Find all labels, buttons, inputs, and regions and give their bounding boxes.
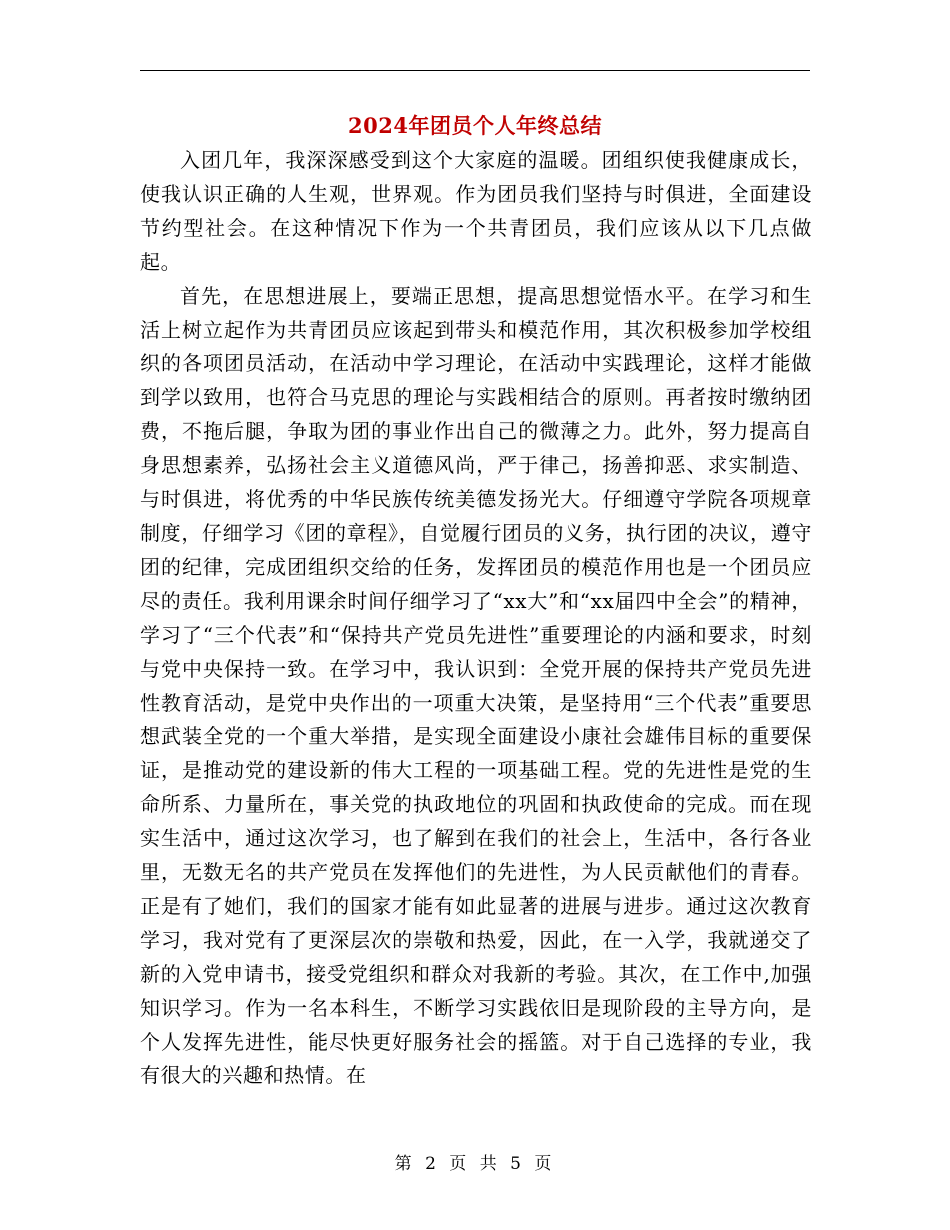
paragraph-main: 首先，在思想进展上，要端正思想，提高思想觉悟水平。在学习和生活上树立起作为共青团员应该起到带头和模范作用，其次积极参加学校组织的各项团员活动，在活动中学习理论，在活动中实践理论，这样才能做到学以致用，也符合马克思的理论与实践相结合的原则。再者按时缴纳团费，不拖后腿，争取为团的事业作出自己的微薄之力。此外，努力提高自身思想素养，弘扬社会主义道德风尚，严于律己，扬善抑恶、求实制造、与时俱进，将优秀的中华民族传统美德发扬光大。仔细遵守学院各项规章制度，仔细学习《团的章程》，自觉履行团员的义务，执行团的决议，遵守团的纪律，完成团组织交给的任务，发挥团员的模范作用也是一个团员应尽的责任。我利用课余时间仔细学习了“xx大”和“xx届四中全会”的精神，学习了“三个代表”和“保持共产党员先进性”重要理论的内涵和要求，时刻与党中央保持一致。在学习中，我认识到：全党开展的保持共产党员先进性教育活动，是党中央作出的一项重大决策，是坚持用“三个代表”重要思想武装全党的一个重大举措，是实现全面建设小康社会雄伟目标的重要保证，是推动党的建设新的伟大工程的一项基础工程。党的先进性是党的生命所系、力量所在，事关党的执政地位的巩固和执政使命的完成。而在现实生活中，通过这次学习，也了解到在我们的社会上，生活中，各行各业里，无数无名的共产党员在发挥他们的先进性，为人民贡献他们的青春。正是有了她们，我们的国家才能有如此显著的进展与进步。通过这次教育学习，我对党有了更深层次的崇敬和热爱，因此，在一入学，我就递交了新的入党申请书，接受党组织和群众对我新的考验。其次，在工作中,加强知识学习。作为一名本科生，不断学习实践依旧是现阶段的主导方向，是个人发挥先进性，能尽快更好服务社会的摇篮。对于自己选择的专业，我有很大的兴趣和热情。在 — [140, 283, 812, 1088]
document-title: 2024年团员个人年终总结 — [348, 113, 602, 138]
document-body — [140, 144, 812, 1093]
page-footer: 第 2 页 共 5 页 — [394, 1154, 556, 1174]
paragraph-intro: 入团几年，我深深感受到这个大家庭的温暖。团组织使我健康成长，使我认识正确的人生观，世界观。作为团员我们坚持与时俱进，全面建设节约型社会。在这种情况下作为一个共青团员，我们应该从以下几点做起。 — [140, 148, 812, 274]
header-rule — [140, 70, 810, 71]
